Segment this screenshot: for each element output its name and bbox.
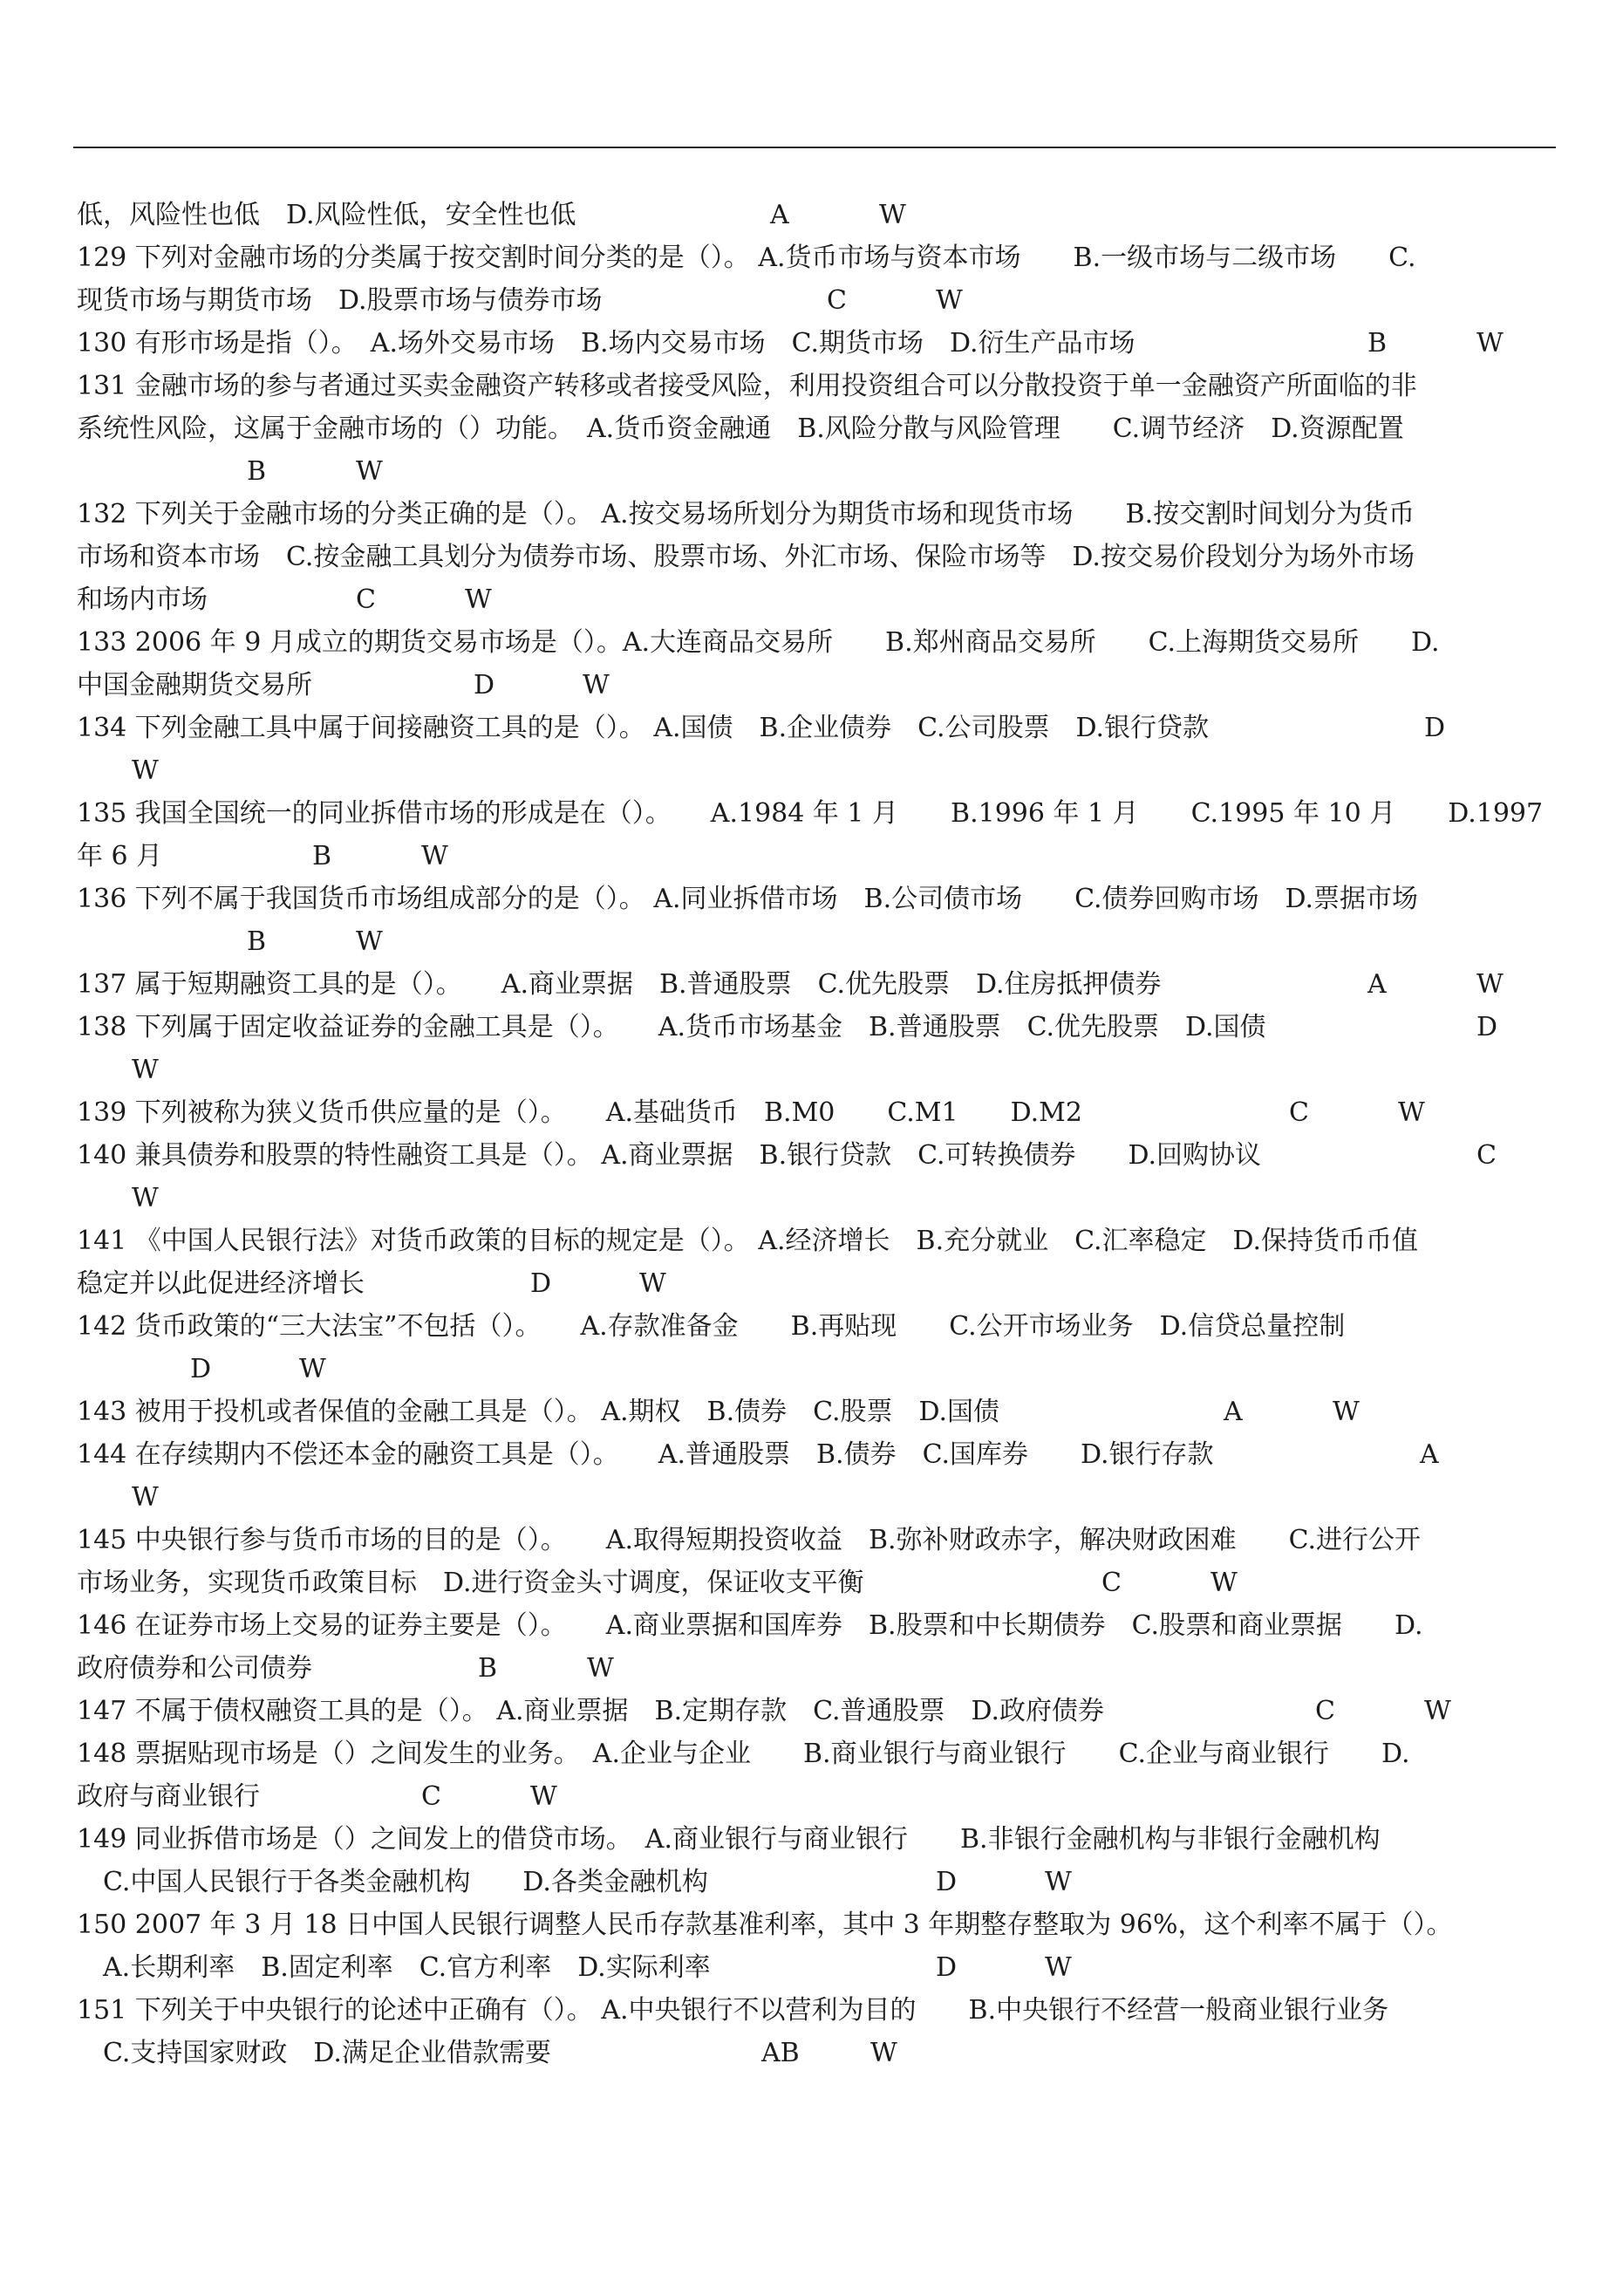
text-line — [77, 1391, 1552, 1433]
line-text: 148 票据贴现市场是（）之间发生的业务。 A.企业与企业 B.商业银行与商业银行 C.企业与商业银行 D. — [77, 1739, 1410, 1769]
line-text: 市场和资本市场 C.按金融工具划分为债券市场、股票市场、外汇市场、保险市场等 D.按交易价段划分为场外市场 — [77, 542, 1415, 572]
line-text: 137 属于短期融资工具的是（）。 A.商业票据 B.普通股票 C.优先股票 D.住房抵押债券 — [77, 969, 1162, 1000]
text-line — [77, 1519, 1552, 1561]
mark-label: W — [132, 755, 159, 786]
text-line — [77, 1433, 1552, 1476]
line-text: 133 2006 年 9 月成立的期货交易市场是（）。A.大连商品交易所 B.郑州商品交易所 C.上海期货交易所 D. — [77, 627, 1440, 658]
line-text: 142 货币政策的“三大法宝”不包括（）。 A.存款准备金 B.再贴现 C.公开市场业务 D.信贷总量控制 — [77, 1311, 1346, 1342]
line-text: 134 下列金融工具中属于间接融资工具的是（）。 A.国债 B.企业债券 C.公司股票 D.银行贷款 — [77, 713, 1210, 743]
line-text: 低，风险性也低 D.风险性低，安全性也低 — [77, 200, 576, 230]
mark-label: W — [1333, 1397, 1360, 1427]
answer-label: C — [421, 1781, 441, 1812]
question-list — [77, 194, 1552, 2074]
text-line — [77, 236, 1552, 279]
line-text: 149 同业拆借市场是（）之间发上的借贷市场。 A.商业银行与商业银行 B.非银行金融机构与非银行金融机构 — [77, 1824, 1381, 1855]
mark-label: W — [1476, 969, 1504, 1000]
text-line — [77, 1220, 1552, 1262]
line-text: 129 下列对金融市场的分类属于按交割时间分类的是（）。 A.货币市场与资本市场 B.一级市场与二级市场 C. — [77, 243, 1416, 273]
text-line — [77, 1732, 1552, 1775]
mark-label: W — [132, 1482, 159, 1513]
answer-label: C — [1315, 1696, 1335, 1726]
mark-label: W — [299, 1354, 326, 1384]
answer-label: A — [1224, 1397, 1243, 1427]
text-line — [77, 1690, 1552, 1732]
line-text: C.中国人民银行于各类金融机构 D.各类金融机构 — [77, 1867, 708, 1897]
mark-label: W — [587, 1653, 614, 1684]
line-text: 141 《中国人民银行法》对货币政策的目标的规定是（）。 A.经济增长 B.充分就业 C.汇率稳定 D.保持货币币值 — [77, 1226, 1419, 1256]
line-text: 年 6 月 — [77, 841, 163, 871]
answer-label: C — [1476, 1140, 1497, 1171]
text-line — [77, 835, 1552, 878]
line-text: A.长期利率 B.固定利率 C.官方利率 D.实际利率 — [77, 1952, 711, 1983]
answer-label: B — [1367, 328, 1388, 359]
answer-label: C — [356, 584, 376, 615]
answer-label: D — [190, 1354, 212, 1384]
answer-label: B — [478, 1653, 498, 1684]
line-text: 136 下列不属于我国货币市场组成部分的是（）。 A.同业拆借市场 B.公司债市场 C.债券回购市场 D.票据市场 — [77, 884, 1419, 914]
answer-label: B — [312, 841, 332, 871]
line-text: 131 金融市场的参与者通过买卖金融资产转移或者接受风险，利用投资组合可以分散投资于单一金融资产所面临的非 — [77, 371, 1417, 401]
line-text: 政府与商业银行 — [77, 1781, 260, 1812]
mark-label: W — [530, 1781, 557, 1812]
mark-label: W — [1210, 1568, 1238, 1598]
text-line — [77, 1561, 1552, 1604]
text-line — [77, 365, 1552, 407]
mark-label: W — [1045, 1952, 1072, 1983]
text-line — [77, 1262, 1552, 1305]
line-text: 147 不属于债权融资工具的是（）。 A.商业票据 B.定期存款 C.普通股票 D.政府债券 — [77, 1696, 1105, 1726]
text-line — [77, 1177, 1552, 1220]
mark-label: W — [465, 584, 492, 615]
text-line — [77, 536, 1552, 578]
line-text: 145 中央银行参与货币市场的目的是（）。 A.取得短期投资收益 B.弥补财政赤字，解决财政困难 C.进行公开 — [77, 1525, 1421, 1555]
text-line — [77, 450, 1552, 493]
mark-label: W — [1424, 1696, 1451, 1726]
line-text: 135 我国全国统一的同业拆借市场的形成是在（）。 A.1984 年 1 月 B.1996 年 1 月 C.1995 年 10 月 D.1997 — [77, 798, 1544, 829]
text-line — [77, 1775, 1552, 1818]
text-line — [77, 749, 1552, 792]
text-line — [77, 322, 1552, 365]
line-text: 146 在证券市场上交易的证券主要是（）。 A.商业票据和国库券 B.股票和中长期债券 C.股票和商业票据 D. — [77, 1610, 1423, 1641]
text-line — [77, 578, 1552, 621]
mark-label: W — [1398, 1097, 1425, 1128]
text-line — [77, 920, 1552, 963]
mark-label: W — [1476, 328, 1504, 359]
text-line — [77, 1305, 1552, 1348]
mark-label: W — [356, 926, 383, 957]
text-line — [77, 194, 1552, 236]
mark-label: W — [356, 456, 383, 487]
line-text: 138 下列属于固定收益证券的金融工具是（）。 A.货币市场基金 B.普通股票 C.优先股票 D.国债 — [77, 1012, 1266, 1042]
line-text: 151 下列关于中央银行的论述中正确有（）。 A.中央银行不以营利为目的 B.中央银行不经营一般商业银行业务 — [77, 1995, 1389, 2026]
answer-label: C — [1289, 1097, 1309, 1128]
text-line — [77, 1946, 1552, 1989]
text-line — [77, 1818, 1552, 1861]
line-text: 市场业务，实现货币政策目标 D.进行资金头寸调度，保证收支平衡 — [77, 1568, 864, 1598]
text-line — [77, 1861, 1552, 1903]
line-text: 144 在存续期内不偿还本金的融资工具是（）。 A.普通股票 B.债券 C.国库券 D.银行存款 — [77, 1439, 1214, 1470]
text-line — [77, 963, 1552, 1006]
line-text: 稳定并以此促进经济增长 — [77, 1268, 365, 1299]
text-line — [77, 1903, 1552, 1946]
mark-label: W — [639, 1268, 666, 1299]
answer-label: B — [247, 926, 267, 957]
line-text: 130 有形市场是指（）。 A.场外交易市场 B.场内交易市场 C.期货市场 D.衍生产品市场 — [77, 328, 1135, 359]
line-text: 系统性风险，这属于金融市场的（）功能。 A.货币资金融通 B.风险分散与风险管理 C.调节经济 D.资源配置 — [77, 413, 1404, 444]
header-rule — [73, 147, 1556, 148]
text-line — [77, 1049, 1552, 1091]
answer-label: A — [770, 200, 789, 230]
text-line — [77, 1134, 1552, 1177]
line-text: 143 被用于投机或者保值的金融工具是（）。 A.期权 B.债券 C.股票 D.国债 — [77, 1397, 1000, 1427]
line-text: 政府债券和公司债券 — [77, 1653, 312, 1684]
text-line — [77, 1348, 1552, 1391]
text-line — [77, 279, 1552, 322]
answer-label: B — [247, 456, 267, 487]
text-line — [77, 664, 1552, 707]
line-text: C.支持国家财政 D.满足企业借款需要 — [77, 2038, 551, 2068]
text-line — [77, 1647, 1552, 1690]
answer-label: A — [1420, 1439, 1439, 1470]
answer-label: D — [1476, 1012, 1498, 1042]
answer-label: D — [936, 1952, 958, 1983]
mark-label: W — [870, 2038, 897, 2068]
mark-label: W — [936, 285, 963, 316]
text-line — [77, 707, 1552, 749]
mark-label: W — [879, 200, 906, 230]
line-text: 中国金融期货交易所 — [77, 670, 312, 700]
line-text: 132 下列关于金融市场的分类正确的是（）。 A.按交易场所划分为期货市场和现货市场 B.按交割时间划分为货币 — [77, 499, 1415, 530]
answer-label: AB — [761, 2038, 800, 2068]
answer-label: D — [474, 670, 495, 700]
mark-label: W — [132, 1055, 159, 1085]
mark-label: W — [1045, 1867, 1072, 1897]
line-text: 150 2007 年 3 月 18 日中国人民银行调整人民币存款基准利率，其中 3 年期整存整取为 96%，这个利率不属于（）。 — [77, 1910, 1453, 1940]
answer-label: D — [530, 1268, 552, 1299]
text-line — [77, 2032, 1552, 2074]
answer-label: C — [827, 285, 847, 316]
text-line — [77, 621, 1552, 664]
text-line — [77, 1006, 1552, 1049]
answer-label: C — [1101, 1568, 1122, 1598]
line-text: 和场内市场 — [77, 584, 208, 615]
answer-label: A — [1367, 969, 1387, 1000]
text-line — [77, 1091, 1552, 1134]
answer-label: D — [936, 1867, 958, 1897]
line-text: 140 兼具债券和股票的特性融资工具是（）。 A.商业票据 B.银行贷款 C.可转换债券 D.回购协议 — [77, 1140, 1262, 1171]
text-line — [77, 1604, 1552, 1647]
text-line — [77, 792, 1552, 835]
line-text: 139 下列被称为狭义货币供应量的是（）。 A.基础货币 B.M0 C.M1 D.M2 — [77, 1097, 1082, 1128]
text-line — [77, 878, 1552, 920]
text-line — [77, 493, 1552, 536]
text-line — [77, 1989, 1552, 2032]
line-text: 现货市场与期货市场 D.股票市场与债券市场 — [77, 285, 603, 316]
answer-label: D — [1424, 713, 1446, 743]
mark-label: W — [421, 841, 448, 871]
mark-label: W — [132, 1183, 159, 1213]
mark-label: W — [583, 670, 610, 700]
text-line — [77, 407, 1552, 450]
text-line — [77, 1476, 1552, 1519]
